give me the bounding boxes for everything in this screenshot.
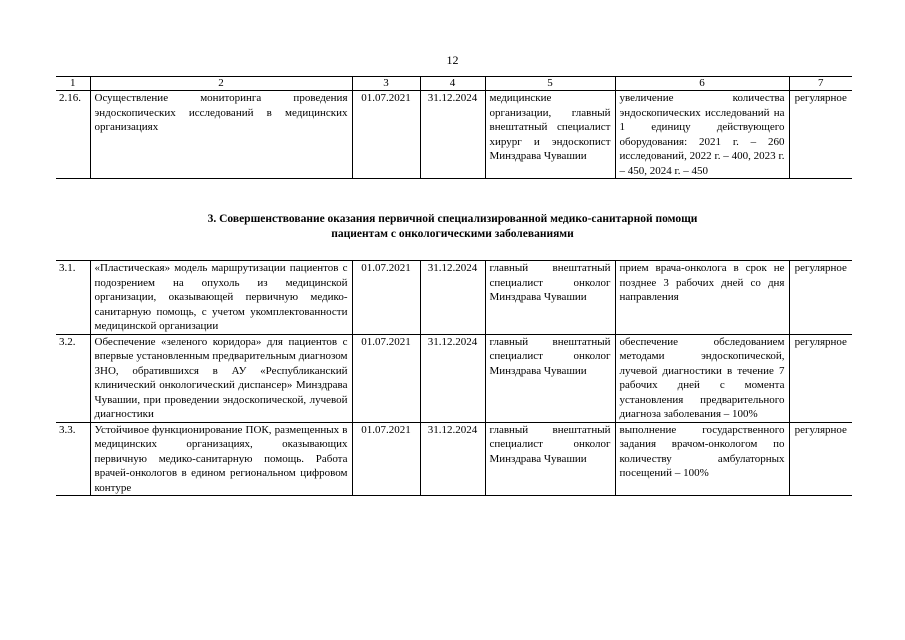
result-cell: прием врача-онколога в срок не позднее 3 рабочих дней со дня направления [615, 261, 789, 335]
section-heading-line: пациентам с онкологическими заболеваниями [331, 228, 574, 240]
column-number: 1 [56, 77, 90, 91]
row-number: 3.1. [56, 261, 90, 335]
activity-cell: Устойчивое функционирование ПОК, размещенных в медицинских организациях, оказывающих первичную медико-санитарную помощь. Работа врачей-онкологов в едином региональном цифровом контуре [90, 422, 352, 496]
column-number: 6 [615, 77, 789, 91]
section-heading [0, 212, 905, 242]
periodicity-cell: регулярное [789, 334, 852, 422]
table-row [56, 91, 852, 179]
column-number: 5 [485, 77, 615, 91]
executor-cell: главный внештатный специалист онколог Минздрава Чувашии [485, 261, 615, 335]
column-number: 4 [420, 77, 485, 91]
page-number: 12 [446, 53, 459, 67]
table-row [56, 334, 852, 422]
column-number: 3 [352, 77, 420, 91]
start-date-cell: 01.07.2021 [352, 422, 420, 496]
end-date-cell: 31.12.2024 [420, 261, 485, 335]
result-cell: обеспечение обследованием методами эндоскопической, лучевой диагностики в течение 7 рабочих дней с момента установления предварительного диагноза заболевания – 100% [615, 334, 789, 422]
column-number: 7 [789, 77, 852, 91]
end-date-cell: 31.12.2024 [420, 422, 485, 496]
start-date-cell: 01.07.2021 [352, 334, 420, 422]
result-cell: увеличение количества эндоскопических исследований на 1 единицу действующего оборудования: 2021 г. – 260 исследований, 2022 г. – 400, 2023 г. – 450, 2024 г. – 450 [615, 91, 789, 179]
periodicity-cell: регулярное [789, 261, 852, 335]
result-cell: выполнение государственного задания врачом-онкологом по количеству амбулаторных посещений – 100% [615, 422, 789, 496]
executor-cell: главный внештатный специалист онколог Минздрава Чувашии [485, 334, 615, 422]
plan-table-continued [56, 76, 852, 179]
periodicity-cell: регулярное [789, 91, 852, 179]
row-number: 2.16. [56, 91, 90, 179]
row-number: 3.3. [56, 422, 90, 496]
column-number: 2 [90, 77, 352, 91]
row-number: 3.2. [56, 334, 90, 422]
activity-cell: Осуществление мониторинга проведения эндоскопических исследований в медицинских организациях [90, 91, 352, 179]
periodicity-cell: регулярное [789, 422, 852, 496]
section-heading-line: 3. Совершенствование оказания первичной специализированной медико-санитарной помощи [207, 213, 698, 225]
executor-cell: главный внештатный специалист онколог Минздрава Чувашии [485, 422, 615, 496]
activity-cell: «Пластическая» модель маршрутизации пациентов с подозрением на опухоль из медицинской организации, оказывающей первичную медико-санитарную помощь, с учетом укомплектованности медицинской организации [90, 261, 352, 335]
start-date-cell: 01.07.2021 [352, 91, 420, 179]
end-date-cell: 31.12.2024 [420, 91, 485, 179]
plan-table-section-3 [56, 260, 852, 496]
table-row [56, 261, 852, 335]
executor-cell: медицинские организации, главный внештатный специалист хирург и эндоскопист Минздрава Чувашии [485, 91, 615, 179]
column-number-row [56, 77, 852, 91]
end-date-cell: 31.12.2024 [420, 334, 485, 422]
start-date-cell: 01.07.2021 [352, 261, 420, 335]
activity-cell: Обеспечение «зеленого коридора» для пациентов с впервые установленным предварительным диагнозом ЗНО, обратившихся в АУ «Республиканский клинический онкологический диспансер» Минздрава Чувашии, при проведении эндоскопической, лучевой диагностики [90, 334, 352, 422]
table-row [56, 422, 852, 496]
